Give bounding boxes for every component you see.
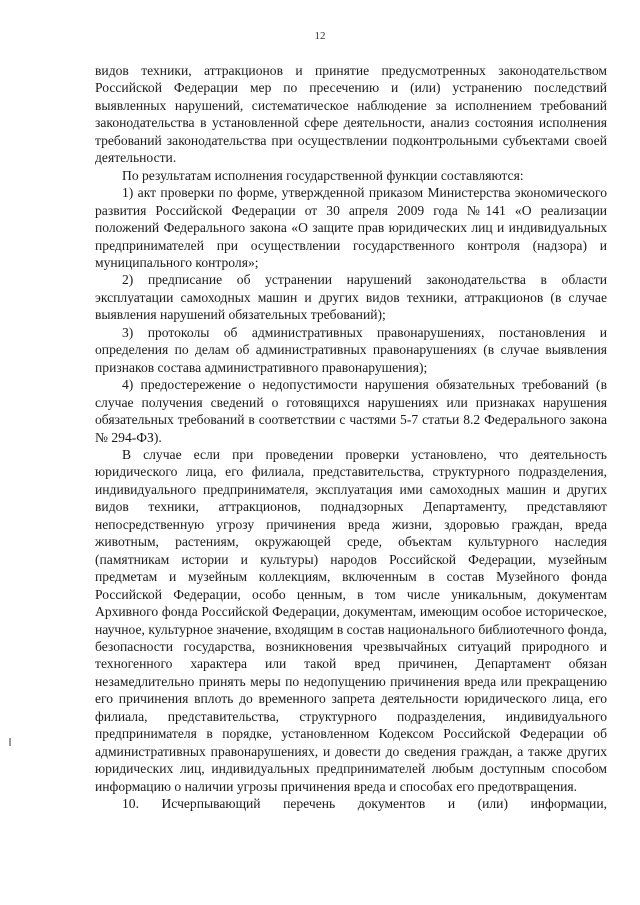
list-item-warning: 4) предостережение о недопустимости нарушения обязательных требований (в случае получения сведений о готовящихся нарушениях или признаках нарушения обязательных требований в соответствии с частями 5-7 статьи 8.2 Федерального закона № 294-ФЗ). [95, 377, 607, 445]
page-number: 12 [314, 30, 326, 42]
paragraph-continuation: видов техники, аттракционов и принятие предусмотренных законодательством Российской Федерации мер по пресечению и (или) устранению последствий выявленных нарушений, систематическое наблюдение за исполнением требований законодательства в установленной сфере деятельности, анализ состояния исполнения требований законодательства при осуществлении подконтрольными субъектами своей деятельности. [95, 63, 607, 166]
paragraph-threat-measures: В случае если при проведении проверки установлено, что деятельность юридического лица, его филиала, представительства, структурного подразделения, индивидуального предпринимателя, эксплуатация ими самоходных машин и других видов техники, аттракционов, поднадзорных Департаменту, представляют непосредственную угрозу причинения вреда жизни, здоровью граждан, вреда животным, растениям, окружающей среде, объектам культурного наследия (памятникам истории и культуры) народов Российской Федерации, музейным предметам и музейным коллекциям, включенным в состав Музейного фонда Российской Федерации, особо ценным, в том числе уникальным, документам Архивного фонда Российской Федерации, документам, имеющим особое историческое, научное, культурное значение, входящим в состав национального библиотечного фонда, безопасности государства, возникновения чрезвычайных ситуаций природного и техногенного характера или такой вред причинен, Департамент обязан незамедлительно принять меры по недопущению причинения вреда или прекращению его причинения вплоть до временного запрета деятельности юридического лица, его филиала, представительства, структурного подразделения, индивидуального предпринимателя в порядке, установленном Кодексом Российской Федерации об административных правонарушениях, и довести до сведения граждан, а также других юридических лиц, индивидуальных предпринимателей любым доступным способом информацию о наличии угрозы причинения вреда и способах его предотвращения. [95, 446, 608, 794]
list-item-order: 2) предписание об устранении нарушений законодательства в области эксплуатации самоходных машин и других видов техники, аттракционов (в случае выявления нарушений обязательных требований); [95, 272, 607, 323]
document-body [95, 62, 607, 812]
section-10-heading: 10. Исчерпывающий перечень документов и (или) информации, [122, 796, 607, 812]
list-item-protocols: 3) протоколы об административных правонарушениях, постановления и определения по делам об административных правонарушениях (в случае выявления признаков состава административного правонарушения); [95, 324, 607, 375]
scan-margin-mark [8, 738, 12, 746]
list-item-inspection-act: 1) акт проверки по форме, утвержденной приказом Министерства экономического развития Российской Федерации от 30 апреля 2009 года №141 «О реализации положений Федерального закона «О защите прав юридических лиц и индивидуальных предпринимателей при осуществлении государственного контроля (надзора) и муниципального контроля»; [95, 185, 607, 270]
paragraph-results-intro: По результатам исполнения государственной функции составляются: [122, 167, 524, 183]
